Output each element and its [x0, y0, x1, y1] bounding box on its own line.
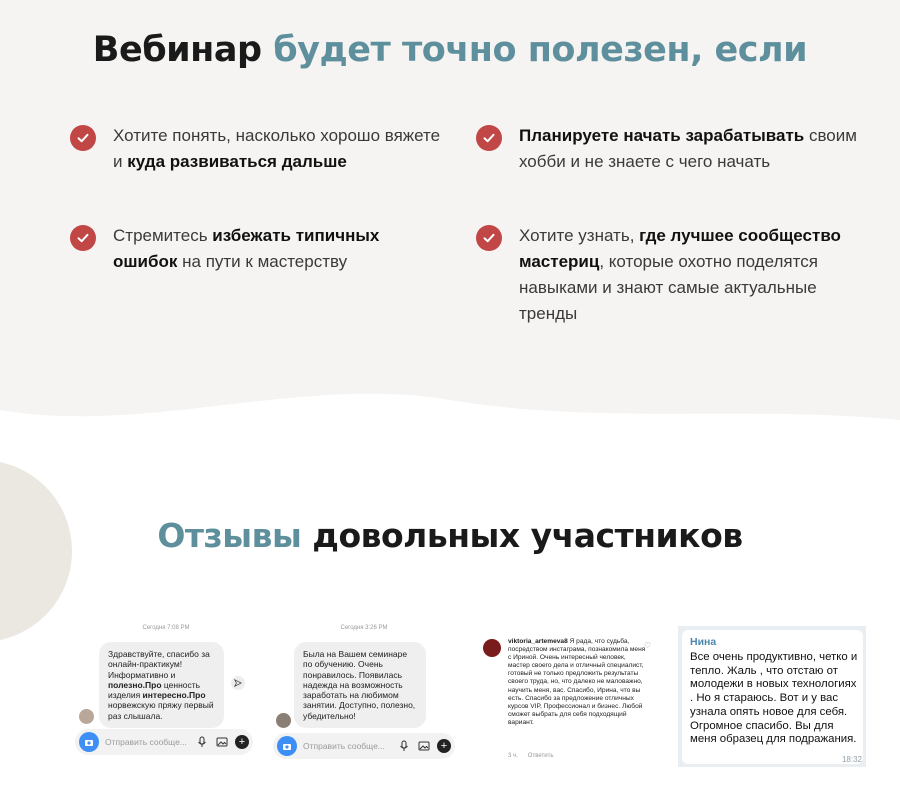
- review-card-3: [476, 627, 666, 767]
- check-icon: [70, 125, 96, 151]
- comment-age: 3 ч.: [508, 753, 518, 759]
- benefit-text: Хотите понять, насколько хорошо вяжете и куда развиваться дальше: [113, 126, 441, 171]
- message-placeholder: Отправить сообще...: [105, 737, 187, 747]
- avatar: [79, 709, 94, 724]
- camera-icon[interactable]: [79, 732, 99, 752]
- send-icon[interactable]: [231, 676, 245, 690]
- microphone-icon[interactable]: [398, 740, 410, 752]
- reviews-title: [0, 516, 900, 555]
- benefits-title-plain: Вебинар: [92, 30, 262, 70]
- message-bubble: Была на Вашем семинаре по обучению. Очень понравилось. Появилась надежда на возможность заработать на любимом занятии. Доступно, полезно, убедительно!: [294, 642, 426, 728]
- check-icon: [476, 125, 502, 151]
- message-bubble: [682, 630, 863, 764]
- message-bubble: Здравствуйте, спасибо за онлайн-практикум! Информативно и полезно.Про ценность изделия интересно.Про норвежскую пряжу первый раз слышала.: [99, 642, 224, 728]
- benefit-text: Планируете начать зарабатывать своим хобби и не знаете с чего начать: [519, 126, 857, 171]
- check-icon: [70, 225, 96, 251]
- reply-link[interactable]: Ответить: [527, 753, 554, 759]
- message-input[interactable]: [75, 729, 253, 755]
- review-card-2: [270, 622, 458, 767]
- section-wave-divider: [0, 380, 900, 440]
- review-card-4: [678, 626, 866, 767]
- plus-icon[interactable]: +: [235, 735, 249, 749]
- message-time: Сегодня 7:08 PM: [142, 625, 190, 631]
- benefit-text: Хотите узнать, где лучшее сообщество мастериц, которые охотно поделятся навыками и знают самые актуальные тренды: [519, 226, 841, 323]
- comment-username[interactable]: viktoria_artemeva8: [508, 638, 568, 645]
- check-icon: [476, 225, 502, 251]
- message-input[interactable]: [273, 733, 455, 759]
- message-text: Все очень продуктивно, четко и тепло. Жаль , что отстаю от молодежи в новых технологиях . Но я стараюсь. Вот и у вас узнала опять новое для себя. Огромное спасибо. Вы для меня образец для подражания.: [690, 651, 858, 746]
- review-card-1: [75, 622, 257, 767]
- message-placeholder: Отправить сообще...: [303, 741, 385, 751]
- plus-icon[interactable]: +: [437, 739, 451, 753]
- benefit-item: [476, 223, 866, 327]
- message-time: 18:32: [841, 755, 862, 764]
- image-icon[interactable]: [418, 740, 430, 752]
- benefit-item: [476, 123, 866, 175]
- comment-meta: [508, 753, 563, 759]
- sender-name: Нина: [690, 636, 717, 648]
- microphone-icon[interactable]: [196, 736, 208, 748]
- heart-icon[interactable]: ♡: [644, 641, 652, 650]
- comment-text: viktoria_artemeva8 Я рада, что судьба, посредством инстаграма, познакомила меня с Ириной. Очень интересный человек, мастер своего дела и отличный специалист, готовый не только предложить результаты своего труда, но, что далеко не маловажно, научить меня, вас. Спасибо, Ирина, что вы есть. Спасибо за предложение отличных курсов VIP, Профессионал и бизнес. Любой сможет выбрать для себя подходящий вариант.: [508, 638, 646, 726]
- benefits-title: [0, 30, 900, 70]
- reviews-title-plain: довольных участников: [312, 516, 743, 555]
- reviews-title-accent: Отзывы: [157, 516, 302, 555]
- benefit-item: [70, 223, 450, 275]
- message-time: Сегодня 3:26 PM: [340, 625, 388, 631]
- avatar: [276, 713, 291, 728]
- benefit-text: Стремитесь избежать типичных ошибок на пути к мастерству: [113, 226, 380, 271]
- camera-icon[interactable]: [277, 736, 297, 756]
- avatar: [483, 639, 501, 657]
- image-icon[interactable]: [216, 736, 228, 748]
- benefit-item: [70, 123, 450, 175]
- benefits-title-accent: будет точно полезен, если: [273, 30, 808, 70]
